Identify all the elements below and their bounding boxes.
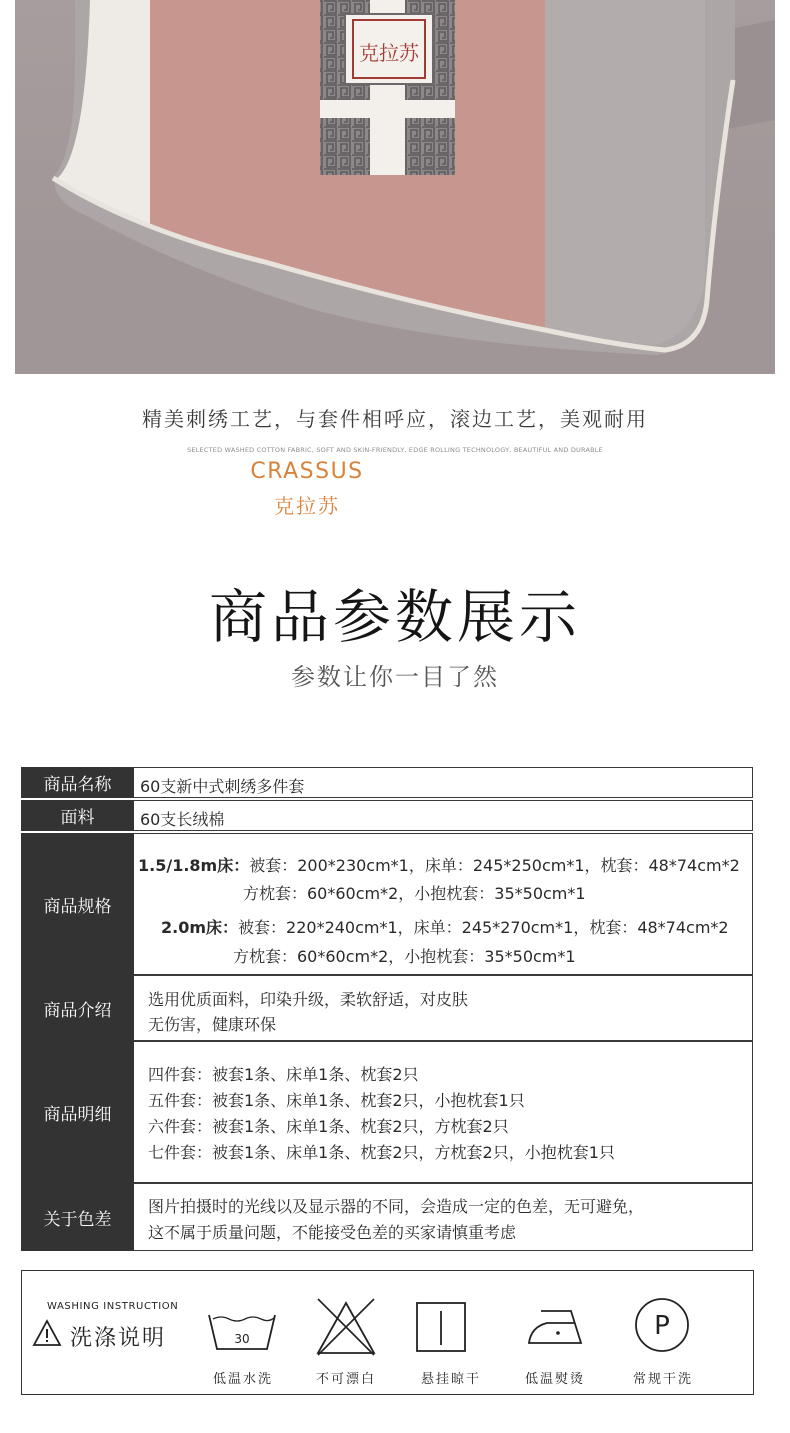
washing-title-english: WASHING INSTRUCTION	[47, 1301, 179, 1312]
warning-icon	[32, 1319, 62, 1347]
low-iron-icon	[525, 1305, 587, 1347]
color-note-line: 图片拍摄时的光线以及显示器的不同，会造成一定的色差，无可避免，	[148, 1197, 645, 1216]
detail-line: 五件套：被套1条、床单1条、枕套2只，小抱枕套1只	[148, 1091, 525, 1110]
tagline: 精美刺绣工艺，与套件相呼应，滚边工艺，美观耐用	[142, 407, 648, 431]
emblem-embroidery	[320, 0, 455, 175]
washing-instruction-box	[21, 1270, 754, 1395]
spec-row-name	[21, 767, 753, 798]
spec-value-cell	[134, 1183, 753, 1251]
detail-line: 六件套：被套1条、床单1条、枕套2只，方枕套2只	[148, 1117, 509, 1136]
spec-row-intro	[21, 975, 753, 1041]
spec-row-color-difference	[21, 1183, 753, 1251]
spec-value-cell	[134, 1041, 753, 1183]
size-line	[233, 944, 576, 967]
detail-line: 四件套：被套1条、床单1条、枕套2只	[148, 1065, 419, 1084]
seal-text: 克拉苏	[359, 41, 419, 65]
brand-name-chinese: 克拉苏	[274, 494, 340, 518]
pillow-illustration	[15, 0, 775, 374]
color-note-line: 这不属于质量问题，不能接受色差的买家请慎重考虑	[148, 1223, 517, 1242]
size-bed-label: 1.5/1.8m床：	[138, 856, 250, 875]
spec-value-cell	[134, 975, 753, 1041]
size-text: 被套：220*240cm*1，床单：245*270cm*1，枕套：48*74cm*2	[238, 918, 729, 937]
size-bed-label: 2.0m床：	[161, 918, 239, 937]
spec-value: 60支长绒棉	[140, 810, 225, 829]
washing-title-chinese: 洗涤说明	[70, 1326, 167, 1351]
spec-value: 60支新中式刺绣多件套	[140, 777, 305, 796]
icon-label: 常规干洗	[632, 1372, 693, 1387]
section-subtitle: 参数让你一目了然	[291, 663, 499, 691]
icon-label: 悬挂晾干	[420, 1372, 481, 1387]
size-line	[138, 853, 740, 876]
icon-label: 低温熨烫	[524, 1372, 585, 1387]
intro-line: 选用优质面料，印染升级，柔软舒适，对皮肤	[148, 990, 469, 1009]
intro-line: 无伤害，健康环保	[148, 1015, 277, 1034]
tagline-english: SELECTED WASHED COTTON FABRIC, SOFT AND SKIN-FRIENDLY, EDGE ROLLING TECHNOLOGY, BEAUTIFUL AND DURABLE	[187, 446, 603, 454]
spec-label: 关于色差	[21, 1183, 134, 1251]
detail-line: 七件套：被套1条、床单1条、枕套2只，方枕套2只，小抱枕套1只	[148, 1143, 615, 1162]
spec-label: 商品介绍	[21, 975, 134, 1041]
dry-clean-icon	[633, 1297, 691, 1353]
size-text: 方枕套：60*60cm*2，小抱枕套：35*50cm*1	[243, 884, 586, 903]
low-temp-wash-icon	[207, 1309, 277, 1357]
section-title: 商品参数展示	[208, 583, 581, 651]
icon-label: 低温水洗	[212, 1372, 273, 1387]
no-bleach-icon	[314, 1297, 378, 1357]
size-line	[243, 881, 586, 904]
size-text: 被套：200*230cm*1，床单：245*250cm*1，枕套：48*74cm*2	[249, 856, 740, 875]
spec-value-cell	[134, 833, 753, 975]
spec-label: 商品名称	[21, 767, 134, 798]
spec-value-cell	[134, 767, 753, 798]
spec-label: 商品明细	[21, 1041, 134, 1183]
brand-name-english: CRASSUS	[250, 459, 364, 484]
dry-clean-letter: P	[654, 1311, 670, 1341]
product-photo	[15, 0, 775, 374]
spec-row-fabric	[21, 800, 753, 831]
spec-label: 面料	[21, 800, 134, 831]
wash-temp-value: 30	[234, 1332, 250, 1346]
size-text: 方枕套：60*60cm*2，小抱枕套：35*50cm*1	[233, 947, 576, 966]
spec-row-details	[21, 1041, 753, 1183]
spec-row-size	[21, 833, 753, 975]
hang-dry-icon	[415, 1301, 467, 1353]
spec-value-cell	[134, 800, 753, 831]
size-line	[161, 915, 729, 938]
icon-label: 不可漂白	[315, 1372, 376, 1387]
spec-label: 商品规格	[21, 833, 134, 975]
